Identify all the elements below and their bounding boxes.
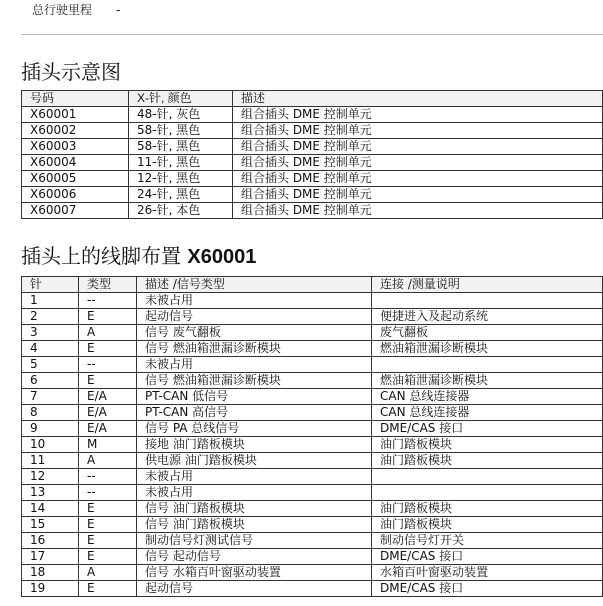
table-cell: 26-针, 本色 (129, 203, 233, 219)
table-cell: 制动信号灯测试信号 (137, 533, 372, 549)
table-cell: 7 (22, 389, 79, 405)
table-cell: E (79, 341, 137, 357)
table-cell: 12 (22, 469, 79, 485)
table-cell: 起动信号 (137, 581, 372, 597)
table-cell: 58-针, 黑色 (129, 139, 233, 155)
table-cell: 供电源 油门踏板模块 (137, 453, 372, 469)
header-cell: 描述 /信号类型 (137, 277, 372, 293)
table-cell: 17 (22, 549, 79, 565)
table-cell: A (79, 453, 137, 469)
table-cell: 9 (22, 421, 79, 437)
table-cell: DME/CAS 接口 (372, 549, 603, 565)
table-cell: 组合插头 DME 控制单元 (233, 155, 603, 171)
table-cell: M (79, 437, 137, 453)
table-cell: 10 (22, 437, 79, 453)
table-row (22, 405, 603, 421)
table-row (22, 581, 603, 597)
table-cell: X60003 (22, 139, 129, 155)
table-cell: 未被占用 (137, 293, 372, 309)
header-cell: 类型 (79, 277, 137, 293)
table-row (22, 171, 603, 187)
table-cell: CAN 总线连接器 (372, 389, 603, 405)
table-cell: 信号 水箱百叶窗驱动装置 (137, 565, 372, 581)
table-cell: X60006 (22, 187, 129, 203)
table-cell: 未被占用 (137, 485, 372, 501)
table-cell: -- (79, 293, 137, 309)
table-row (22, 139, 603, 155)
table-cell: 组合插头 DME 控制单元 (233, 171, 603, 187)
table-cell: 水箱百叶窗驱动装置 (372, 565, 603, 581)
table-cell: E/A (79, 421, 137, 437)
table-cell: E (79, 373, 137, 389)
table-cell: E (79, 501, 137, 517)
table-cell: E (79, 533, 137, 549)
table-row (22, 373, 603, 389)
mileage-line (32, 1, 120, 18)
table-cell: 信号 燃油箱泄漏诊断模块 (137, 341, 372, 357)
table-cell: 12-针, 黑色 (129, 171, 233, 187)
table-cell: 起动信号 (137, 309, 372, 325)
table-cell: 油门踏板模块 (372, 453, 603, 469)
table-cell: 14 (22, 501, 79, 517)
table-row (22, 203, 603, 219)
table-cell: 信号 起动信号 (137, 549, 372, 565)
table-cell: 15 (22, 517, 79, 533)
table-cell: X60007 (22, 203, 129, 219)
table-cell: 未被占用 (137, 357, 372, 373)
table-cell: X60004 (22, 155, 129, 171)
table-row (22, 421, 603, 437)
divider (21, 34, 603, 35)
table-cell: 信号 废气翻板 (137, 325, 372, 341)
table-cell: A (79, 325, 137, 341)
header-cell: 针 (22, 277, 79, 293)
table-row (22, 453, 603, 469)
table-cell: 油门踏板模块 (372, 437, 603, 453)
table-cell: X60002 (22, 123, 129, 139)
table-cell: 16 (22, 533, 79, 549)
table-cell: DME/CAS 接口 (372, 421, 603, 437)
table-row (22, 437, 603, 453)
section2-connector-id: X60001 (187, 246, 257, 268)
header-cell: 描述 (233, 91, 603, 107)
table-cell: 4 (22, 341, 79, 357)
table-cell: 燃油箱泄漏诊断模块 (372, 373, 603, 389)
section1-title-text: 插头示意图 (21, 60, 121, 84)
table-cell: 信号 燃油箱泄漏诊断模块 (137, 373, 372, 389)
table-cell: 信号 油门踏板模块 (137, 517, 372, 533)
table-header-row (22, 277, 603, 293)
table-row (22, 107, 603, 123)
table-cell: E (79, 581, 137, 597)
table-cell: 组合插头 DME 控制单元 (233, 139, 603, 155)
table-cell: 油门踏板模块 (372, 501, 603, 517)
table-cell: 6 (22, 373, 79, 389)
section2-title-text: 插头上的线脚布置 (21, 244, 181, 268)
table-row (22, 293, 603, 309)
table-cell (372, 485, 603, 501)
mileage-value: - (116, 3, 121, 17)
table-row (22, 187, 603, 203)
table-cell: -- (79, 469, 137, 485)
table-cell: 未被占用 (137, 469, 372, 485)
table-row (22, 469, 603, 485)
table-cell: -- (79, 485, 137, 501)
table-cell: 废气翻板 (372, 325, 603, 341)
table-header-row (22, 91, 603, 107)
table-cell: E/A (79, 405, 137, 421)
pin-table (21, 276, 603, 597)
table-cell: 组合插头 DME 控制单元 (233, 123, 603, 139)
table-cell: 8 (22, 405, 79, 421)
header-cell: 号码 (22, 91, 129, 107)
table-cell: DME/CAS 接口 (372, 581, 603, 597)
section-title-connector-diagram (21, 56, 121, 85)
table-cell: 便捷进入及起动系统 (372, 309, 603, 325)
table-cell: 信号 PA 总线信号 (137, 421, 372, 437)
table-cell: E (79, 309, 137, 325)
table-cell (372, 469, 603, 485)
table-row (22, 565, 603, 581)
header-cell: X-针, 颜色 (129, 91, 233, 107)
table-cell: 11 (22, 453, 79, 469)
table-cell: 组合插头 DME 控制单元 (233, 187, 603, 203)
table-cell: E (79, 549, 137, 565)
table-cell: 2 (22, 309, 79, 325)
table-cell: CAN 总线连接器 (372, 405, 603, 421)
table-cell: PT-CAN 高信号 (137, 405, 372, 421)
table-row (22, 325, 603, 341)
table-row (22, 485, 603, 501)
table-cell: 信号 油门踏板模块 (137, 501, 372, 517)
table-cell (372, 293, 603, 309)
table-cell: 制动信号灯开关 (372, 533, 603, 549)
table-cell: 48-针, 灰色 (129, 107, 233, 123)
table-cell: 组合插头 DME 控制单元 (233, 107, 603, 123)
table-cell: 18 (22, 565, 79, 581)
table-row (22, 517, 603, 533)
table-cell: 3 (22, 325, 79, 341)
table-cell: 58-针, 黑色 (129, 123, 233, 139)
table-row (22, 549, 603, 565)
connector-table (21, 90, 603, 219)
table-cell: A (79, 565, 137, 581)
table-row (22, 309, 603, 325)
table-row (22, 501, 603, 517)
section-title-pin-assignment (21, 240, 256, 269)
table-row (22, 123, 603, 139)
table-row (22, 155, 603, 171)
table-row (22, 533, 603, 549)
table-cell: X60005 (22, 171, 129, 187)
table-cell: 24-针, 黑色 (129, 187, 233, 203)
table-cell: 11-针, 黑色 (129, 155, 233, 171)
table-cell: 1 (22, 293, 79, 309)
table-cell: 接地 油门踏板模块 (137, 437, 372, 453)
table-cell: 燃油箱泄漏诊断模块 (372, 341, 603, 357)
table-cell: 油门踏板模块 (372, 517, 603, 533)
table-cell: 13 (22, 485, 79, 501)
table-cell (372, 357, 603, 373)
table-cell: 19 (22, 581, 79, 597)
table-cell: -- (79, 357, 137, 373)
table-cell: 5 (22, 357, 79, 373)
table-row (22, 389, 603, 405)
table-cell: X60001 (22, 107, 129, 123)
table-cell: E/A (79, 389, 137, 405)
table-cell: 组合插头 DME 控制单元 (233, 203, 603, 219)
header-cell: 连接 /测量说明 (372, 277, 603, 293)
table-cell: PT-CAN 低信号 (137, 389, 372, 405)
table-row (22, 357, 603, 373)
table-cell: E (79, 517, 137, 533)
table-row (22, 341, 603, 357)
mileage-label: 总行驶里程 (32, 3, 93, 17)
